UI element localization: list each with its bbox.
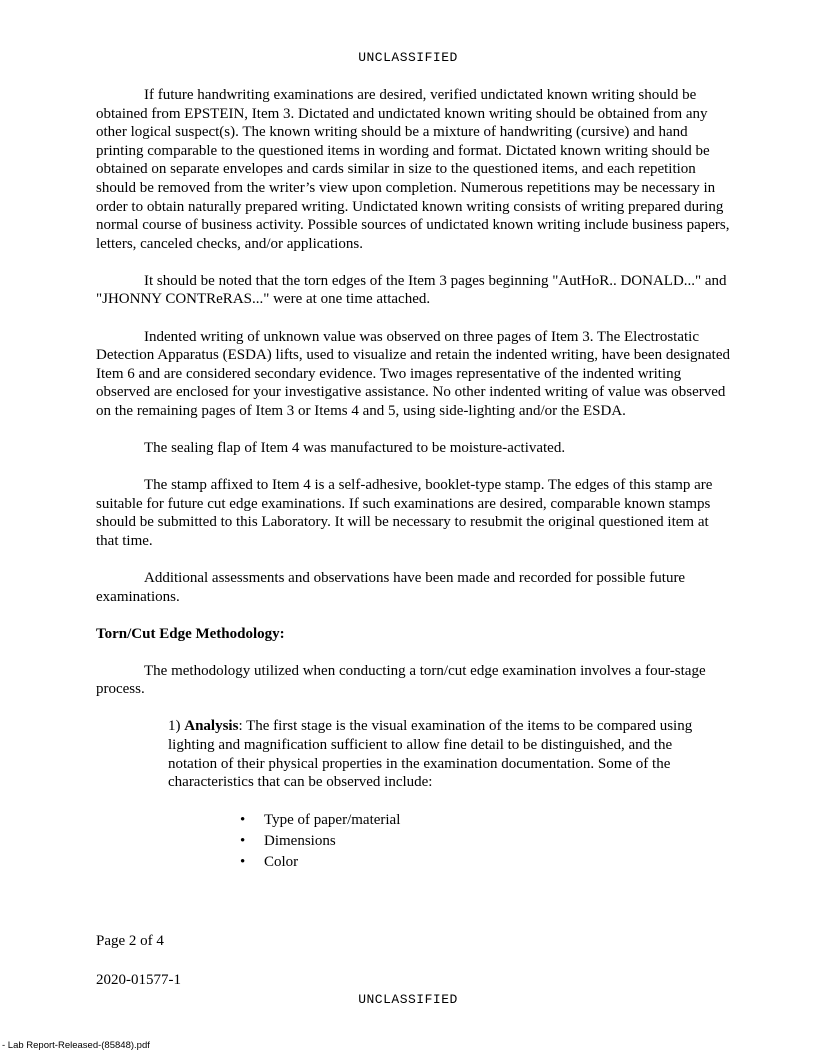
stage-number: 1): [168, 718, 181, 735]
list-item: [240, 831, 730, 852]
stage-title: Analysis: [184, 718, 239, 735]
bullet-icon: •: [240, 854, 246, 871]
list-item: [240, 810, 730, 831]
additional-assessments-paragraph: Additional assessments and observations have been made and recorded for possible future examinations.: [96, 569, 686, 605]
torn-edges-paragraph: It should be noted that the torn edges of the Item 3 pages beginning "AutHoR.. DONALD..." and "JHONNY CONTReRAS..." were at one time attached.: [96, 272, 727, 308]
methodology-intro: The methodology utilized when conducting a torn/cut edge examination involves a four-stage process.: [96, 662, 706, 698]
stage-analysis: [168, 717, 724, 791]
list-item: [240, 852, 730, 873]
stamp-paragraph: The stamp affixed to Item 4 is a self-adhesive, booklet-type stamp. The edges of this stamp are suitable for future cut edge examinations. If such examinations are desired, comparable known stamps should be submitted to this Laboratory. It will be necessary to resubmit the original questioned item at that time.: [96, 477, 713, 549]
bullet-icon: •: [240, 833, 246, 850]
indented-writing-paragraph: Indented writing of unknown value was observed on three pages of Item 3. The Electrostatic Detection Apparatus (ESDA) lifts, used to visualize and retain the indented writing, have been designated Item 6 and are considered secondary evidence. Two images representative of the indented writing observed are enclosed for your investigative assistance. No other indented writing of value was observed on the remaining pages of Item 3 or Items 4 and 5, using side-lighting and/or the ESDA.: [96, 328, 730, 419]
list-item-label: Dimensions: [264, 833, 336, 850]
methodology-heading: Torn/Cut Edge Methodology:: [96, 625, 285, 642]
file-number: 2020-01577-1: [96, 972, 181, 988]
handwriting-paragraph: If future handwriting examinations are desired, verified undictated known writing should be obtained from EPSTEIN, Item 3. Dictated and undictated known writing should be obtained from any other logical suspect(s). The known writing should be a mixture of handwriting (cursive) and hand printing comparable to the questioned items in wording and format. Dictated known writing should be obtained on separate envelopes and cards similar in size to the questioned items, and each repetition should be removed from the writer’s view upon completion. Numerous repetitions may be necessary in order to obtain naturally prepared writing. Undictated known writing consists of writing prepared during normal course of business activity. Possible sources of undictated known writing include business papers, letters, canceled checks, and/or applications.: [96, 87, 730, 252]
page-number: Page 2 of 4: [96, 933, 164, 949]
report-body: [96, 86, 730, 873]
top-classification-marking: UNCLASSIFIED: [358, 50, 458, 65]
list-item-label: Color: [264, 854, 299, 871]
bullet-icon: •: [240, 812, 246, 829]
list-item-label: Type of paper/material: [264, 812, 401, 829]
bottom-classification-marking: UNCLASSIFIED: [358, 992, 458, 1007]
sealing-flap-paragraph: The sealing flap of Item 4 was manufactured to be moisture-activated.: [144, 440, 566, 456]
characteristics-list: [240, 810, 730, 873]
stage-description: : The first stage is the visual examination of the items to be compared using lighting and magnification sufficient to allow fine detail to be distinguished, and the notation of their physical properties in the examination documentation. Some of the characteristics that can be observed include:: [168, 718, 693, 791]
pdf-filename-label: - Lab Report-Released-(85848).pdf: [2, 1040, 150, 1051]
